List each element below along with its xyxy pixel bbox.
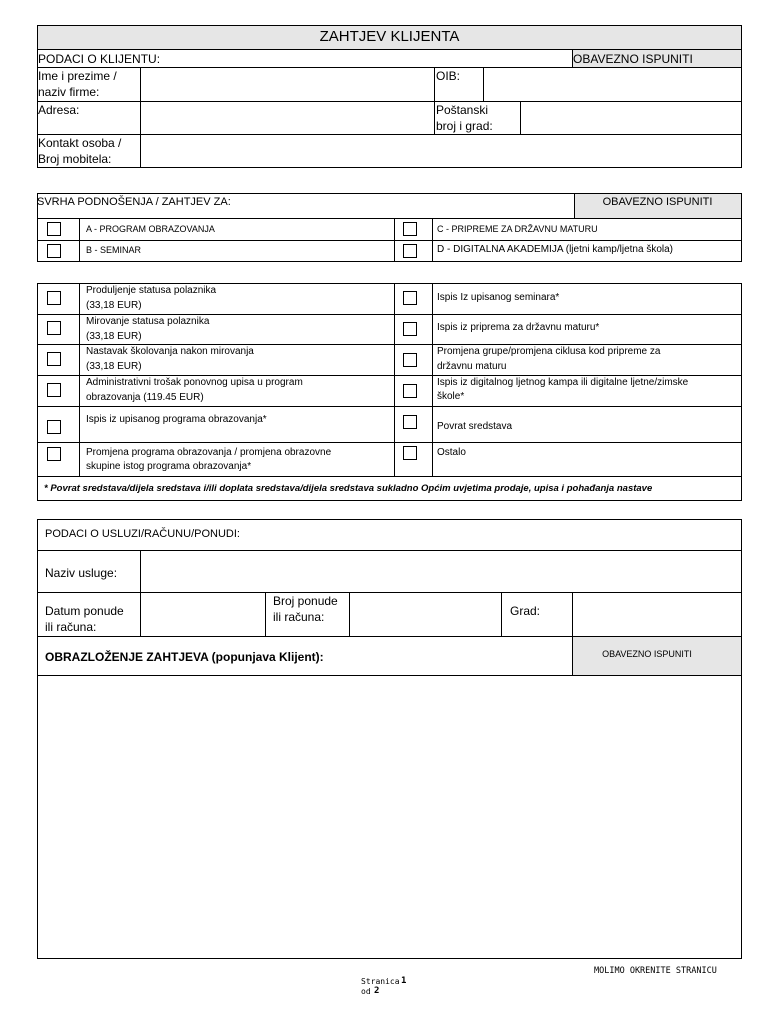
requests-footnote: * Povrat sredstava/dijela sredstava i/ili doplata sredstava/dijela sredstava sukladno Općim uvjetima prodaje, upisa i pohađanja nastave bbox=[44, 483, 653, 494]
option-c-label: C - PRIPREME ZA DRŽAVNU MATURU bbox=[437, 224, 598, 234]
checkbox-request-right-4[interactable] bbox=[403, 384, 417, 398]
service-name-field[interactable] bbox=[141, 551, 741, 591]
purpose-header: SVRHA PODNOŠENJA / ZAHTJEV ZA: bbox=[37, 196, 231, 208]
request-right-4-line2: škole* bbox=[437, 391, 465, 402]
oib-field[interactable] bbox=[484, 68, 741, 101]
request-left-3-line1: Nastavak školovanja nakon mirovanja bbox=[86, 346, 254, 357]
page-number: 1 bbox=[401, 976, 407, 986]
checkbox-option-a[interactable] bbox=[47, 222, 61, 236]
offer-date-label-line2: ili računa: bbox=[45, 620, 97, 634]
offer-date-field[interactable] bbox=[141, 593, 265, 636]
client-header: PODACI O KLIJENTU: bbox=[38, 52, 161, 66]
request-right-6-line1: Ostalo bbox=[437, 447, 466, 458]
request-left-4-line1: Administrativni trošak ponovnog upisa u program bbox=[86, 377, 303, 388]
contact-label-line2: Broj mobitela: bbox=[38, 152, 112, 166]
contact-label-line1: Kontakt osoba / bbox=[38, 136, 122, 150]
checkbox-request-right-1[interactable] bbox=[403, 291, 417, 305]
service-header: PODACI O USLUZI/RAČUNU/PONUDI: bbox=[45, 528, 240, 540]
request-left-5-line1: Ispis iz upisanog programa obrazovanja* bbox=[86, 414, 267, 425]
name-label-line2: naziv firme: bbox=[38, 85, 100, 99]
form-title: ZAHTJEV KLIJENTA bbox=[319, 28, 460, 45]
checkbox-request-left-5[interactable] bbox=[47, 420, 61, 434]
purpose-mandatory-label: OBAVEZNO ISPUNITI bbox=[602, 196, 713, 208]
page-of-label: od bbox=[361, 987, 371, 996]
checkbox-option-c[interactable] bbox=[403, 222, 417, 236]
option-b-label: B - SEMINAR bbox=[86, 245, 142, 255]
checkbox-request-left-4[interactable] bbox=[47, 383, 61, 397]
checkbox-request-right-3[interactable] bbox=[403, 353, 417, 367]
client-mandatory-label: OBAVEZNO ISPUNITI bbox=[573, 52, 693, 66]
checkbox-request-left-2[interactable] bbox=[47, 321, 61, 335]
postal-label-line2: broj i grad: bbox=[436, 119, 493, 133]
checkbox-request-right-5[interactable] bbox=[403, 415, 417, 429]
request-right-2-line1: Ispis iz priprema za državnu maturu* bbox=[437, 322, 600, 333]
request-right-3-line2: državnu maturu bbox=[437, 361, 507, 372]
postal-label-line1: Poštanski bbox=[436, 103, 489, 117]
request-right-5-line1: Povrat sredstava bbox=[437, 421, 513, 432]
name-field[interactable] bbox=[141, 68, 434, 101]
oib-label: OIB: bbox=[436, 69, 461, 83]
request-left-1-line1: Produljenje statusa polaznika bbox=[86, 285, 217, 296]
request-left-3-line2: (33,18 EUR) bbox=[86, 361, 142, 372]
offer-number-field[interactable] bbox=[350, 593, 501, 636]
page-total: 2 bbox=[374, 986, 380, 996]
offer-date-label-line1: Datum ponude bbox=[45, 604, 124, 618]
request-left-6-line1: Promjena programa obrazovanja / promjena obrazovne bbox=[86, 447, 332, 458]
city-field[interactable] bbox=[573, 593, 741, 636]
turn-page-note: MOLIMO OKRENITE STRANICU bbox=[594, 966, 717, 976]
request-right-4-line1: Ispis iz digitalnog ljetnog kampa ili digitalne ljetne/zimske bbox=[437, 377, 689, 388]
contact-field[interactable] bbox=[141, 135, 741, 167]
offer-number-label-line2: ili računa: bbox=[273, 610, 325, 624]
request-left-1-line2: (33,18 EUR) bbox=[86, 300, 142, 311]
name-label-line1: Ime i prezime / bbox=[38, 69, 117, 83]
checkbox-request-left-1[interactable] bbox=[47, 291, 61, 305]
page-indicator-label: Stranica bbox=[361, 977, 400, 986]
option-a-label: A - PROGRAM OBRAZOVANJA bbox=[86, 224, 215, 234]
city-label: Grad: bbox=[510, 604, 541, 618]
checkbox-option-b[interactable] bbox=[47, 244, 61, 258]
checkbox-option-d[interactable] bbox=[403, 244, 417, 258]
address-label: Adresa: bbox=[38, 103, 80, 117]
checkbox-request-left-3[interactable] bbox=[47, 352, 61, 366]
postal-field[interactable] bbox=[521, 102, 741, 134]
explanation-mandatory-label: OBAVEZNO ISPUNITI bbox=[602, 649, 692, 659]
request-right-1-line1: Ispis Iz upisanog seminara* bbox=[437, 292, 560, 303]
option-d-label: D - DIGITALNA AKADEMIJA (ljetni kamp/ljetna škola) bbox=[437, 244, 674, 255]
request-left-2-line2: (33,18 EUR) bbox=[86, 331, 142, 342]
explanation-label: OBRAZLOŽENJE ZAHTJEVA (popunjava Klijent): bbox=[45, 650, 324, 664]
checkbox-request-left-6[interactable] bbox=[47, 447, 61, 461]
address-field[interactable] bbox=[141, 102, 434, 134]
service-name-label: Naziv usluge: bbox=[45, 566, 118, 580]
checkbox-request-right-2[interactable] bbox=[403, 322, 417, 336]
request-left-2-line1: Mirovanje statusa polaznika bbox=[86, 316, 210, 327]
request-left-6-line2: skupine istog programa obrazovanja* bbox=[86, 461, 252, 472]
request-right-3-line1: Promjena grupe/promjena ciklusa kod pripreme za bbox=[437, 346, 661, 357]
request-left-4-line2: obrazovanja (119.45 EUR) bbox=[86, 392, 204, 403]
offer-number-label-line1: Broj ponude bbox=[273, 594, 338, 608]
checkbox-request-right-6[interactable] bbox=[403, 446, 417, 460]
explanation-textarea[interactable] bbox=[38, 676, 741, 958]
